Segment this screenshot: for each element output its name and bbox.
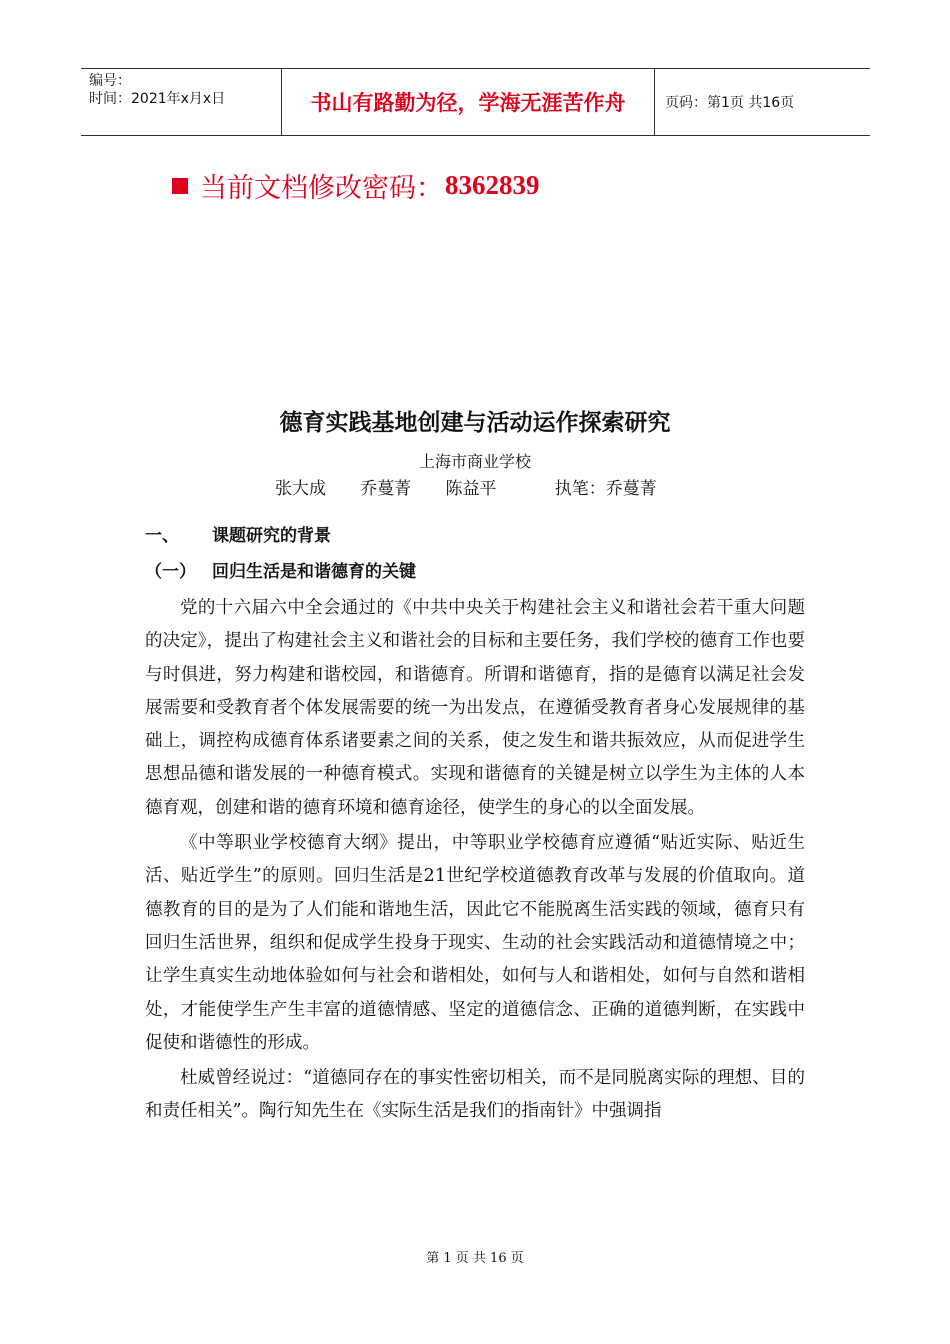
paragraph: 杜威曾经说过：“道德同存在的事实性密切相关，而不是同脱离实际的理想、目的和责任相关”。陶行知先生在《实际生活是我们的指南针》中强调指 [145, 1068, 805, 1122]
document-number-label: 编号： [89, 73, 131, 89]
author: 乔蔓菁 [360, 479, 412, 499]
password-notice [172, 166, 540, 205]
header-meta [81, 69, 281, 135]
subsection-number: （一） [145, 562, 196, 582]
password-label: 当前文档修改密码： [200, 173, 443, 204]
square-bullet-icon [172, 178, 188, 194]
author: 陈益平 [445, 479, 497, 499]
body-text [145, 592, 805, 1131]
paragraph: 党的十六届六中全会通过的《中共中央关于构建社会主义和谐社会若干重大问题的决定》，提出了构建社会主义和谐社会的目标和主要任务，我们学校的德育工作也要与时俱进，努力构建和谐校园，和谐德育。所谓和谐德育，指的是德育以满足社会发展需要和受教育者个体发展需要的统一为出发点，在遵循受教育者身心发展规律的基础上，调控构成德育体系诸要素之间的关系，使之发生和谐共振效应，从而促进学生思想品德和谐发展的一种德育模式。实现和谐德育的关键是树立以学生为主体的人本德育观，创建和谐的德育环境和德育途径，使学生的身心的以全面发展。 [145, 598, 805, 818]
authors-line [275, 474, 681, 499]
author-writer: 执笔：乔蔓菁 [554, 479, 657, 499]
section-title: 课题研究的背景 [212, 526, 331, 546]
page-footer: 第 1 页 共 16 页 [426, 1251, 524, 1266]
school-name: 上海市商业学校 [418, 452, 531, 471]
subsection-title: 回归生活是和谐德育的关键 [212, 562, 416, 582]
author: 张大成 [275, 479, 326, 499]
paragraph: 《中等职业学校德育大纲》提出，中等职业学校德育应遵循“贴近实际、贴近生活、贴近学生”的原则。回归生活是21世纪学校道德教育改革与发展的价值取向。道德教育的目的是为了人们能和谐地生活，因此它不能脱离生活实践的领域，德育只有回归生活世界，组织和促成学生投身于现实、生动的社会实践活动和道德情境之中；让学生真实生动地体验如何与社会和谐相处，如何与人和谐相处，如何与自然和谐相处，才能使学生产生丰富的道德情感、坚定的道德信念、正确的道德判断，在实践中促使和谐德性的形成。 [145, 833, 805, 1053]
password-value: 8362839 [445, 170, 540, 200]
header-page-info: 页码：第1页 共16页 [665, 95, 795, 111]
document-title: 德育实践基地创建与活动运作探索研究 [279, 410, 671, 436]
section-number: 一、 [145, 526, 179, 546]
header-table [81, 68, 870, 136]
header-motto: 书山有路勤为径，学海无涯苦作舟 [281, 69, 655, 135]
document-time-label: 时间：2021年x月x日 [89, 91, 226, 107]
section-heading [145, 521, 331, 546]
subsection-heading [145, 557, 416, 582]
